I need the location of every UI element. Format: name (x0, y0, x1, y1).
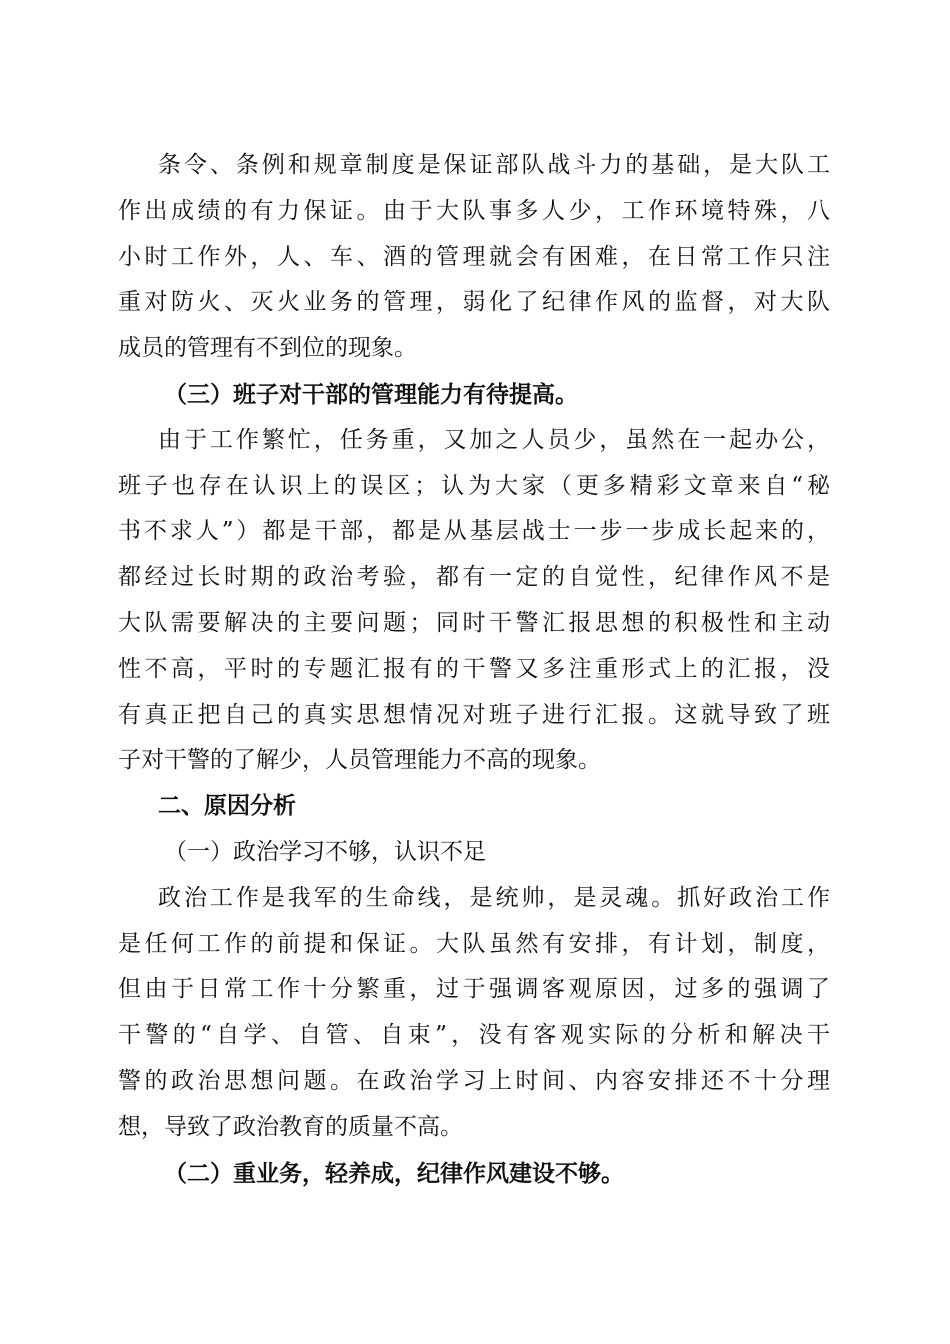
paragraph-line: 都经过长时期的政治考验，都有一定的自觉性，纪律作风不是 (118, 564, 830, 591)
paragraph-line: 小时工作外，人、车、酒的管理就会有困难，在日常工作只注 (118, 243, 830, 270)
paragraph-line: 子对干警的了解少，人员管理能力不高的现象。 (118, 747, 601, 774)
paragraph-line: 班子也存在认识上的误区；认为大家（更多精彩文章来自“秘 (118, 472, 830, 499)
paragraph-line: 警的政治思想问题。在政治学习上时间、内容安排还不十分理 (118, 1067, 830, 1094)
subsection-heading-3: （三）班子对干部的管理能力有待提高。 (164, 380, 578, 408)
paragraph-line: 想，导致了政治教育的质量不高。 (118, 1113, 463, 1140)
paragraph-line: 由于工作繁忙，任务重，又加之人员少，虽然在一起办公， (158, 426, 830, 453)
document-body (118, 143, 830, 1196)
paragraph-line: 干警的“自学、自管、自束”，没有客观实际的分析和解决干 (118, 1022, 830, 1049)
paragraph-line: 有真正把自己的真实思想情况对班子进行汇报。这就导致了班 (118, 701, 830, 728)
subsection-heading-1: （一）政治学习不够，认识不足 (164, 838, 486, 865)
paragraph-line: 书不求人”）都是干部，都是从基层战士一步一步成长起来的， (118, 518, 830, 545)
subsection-heading-2: （二）重业务，轻养成，纪律作风建设不够。 (164, 1159, 624, 1187)
paragraph-line: 政治工作是我军的生命线，是统帅，是灵魂。抓好政治工作 (158, 884, 830, 911)
section-heading: 二、原因分析 (158, 793, 296, 820)
paragraph-line: 条令、条例和规章制度是保证部队战斗力的基础，是大队工 (158, 152, 830, 178)
paragraph-line: 但由于日常工作十分繁重，过于强调客观原因，过多的强调了 (118, 976, 830, 1003)
paragraph-line: 是任何工作的前提和保证。大队虽然有安排，有计划，制度， (118, 930, 830, 957)
paragraph-line: 成员的管理有不到位的现象。 (118, 335, 417, 362)
paragraph-line: 作出成绩的有力保证。由于大队事多人少，工作环境特殊，八 (118, 197, 830, 224)
paragraph-line: 大队需要解决的主要问题；同时干警汇报思想的积极性和主动 (118, 609, 830, 636)
paragraph-line: 重对防火、灭火业务的管理，弱化了纪律作风的监督，对大队 (118, 289, 830, 316)
paragraph-line: 性不高，平时的专题汇报有的干警又多注重形式上的汇报，没 (118, 655, 830, 682)
